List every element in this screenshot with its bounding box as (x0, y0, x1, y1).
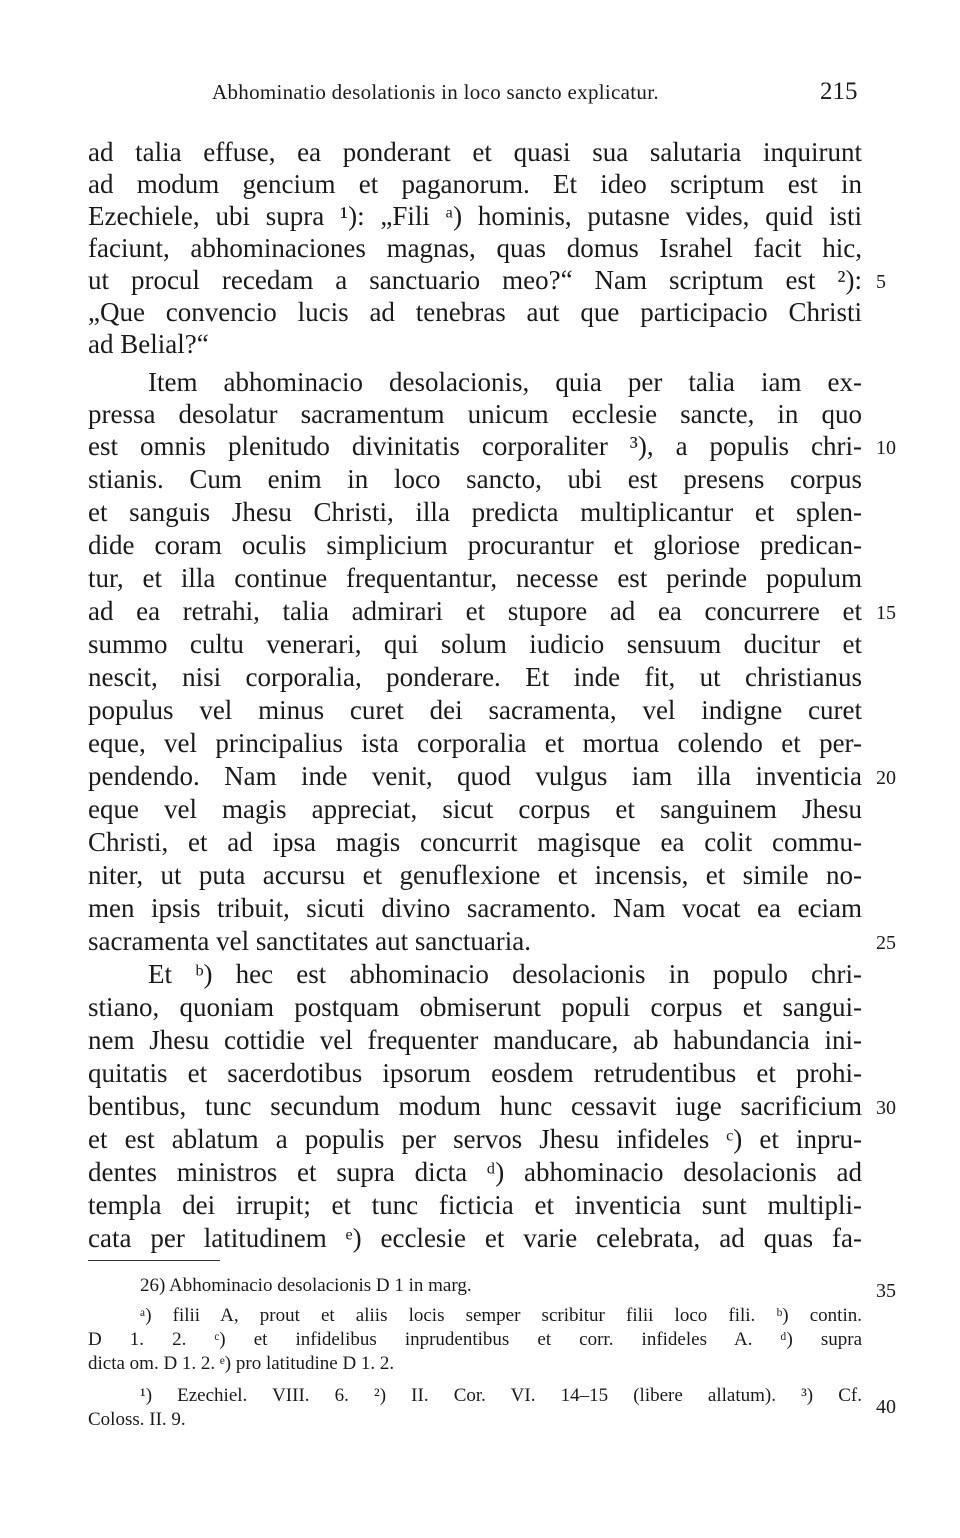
body-line: eque vel magis appreciat, sicut corpus et sanguinem Jhesu (88, 794, 862, 824)
body-line: „Que convencio lucis ad tenebras aut que participacio Christi (88, 297, 862, 327)
body-line: men ipsis tribuit, sicuti divino sacramento. Nam vocat ea eciam (88, 893, 862, 923)
body-line: et sanguis Jhesu Christi, illa predicta multiplicantur et splen- (88, 497, 862, 527)
line-number: 35 (876, 1280, 896, 1302)
body-line: sacramenta vel sanctitates aut sanctuaria. (88, 926, 532, 956)
body-line: quitatis et sacerdotibus ipsorum eosdem retrudentibus et prohi- (88, 1058, 862, 1088)
body-line: tur, et illa continue frequentantur, necesse est perinde populum (88, 563, 862, 593)
body-line: Item abhominacio desolacionis, quia per talia iam ex- (148, 367, 862, 397)
line-number: 15 (876, 602, 896, 624)
footnote-line: 26) Abhominacio desolacionis D 1 in marg. (140, 1275, 472, 1296)
body-line: pendendo. Nam inde venit, quod vulgus iam illa inventicia (88, 761, 862, 791)
body-line: bentibus, tunc secundum modum hunc cessavit iuge sacrificium (88, 1091, 862, 1121)
body-line: est omnis plenitudo divinitatis corporaliter ³), a populis chri- (88, 431, 862, 461)
line-number: 40 (876, 1396, 896, 1418)
body-line: ad talia effuse, ea ponderant et quasi sua salutaria inquirunt (88, 137, 862, 167)
body-line: Christi, et ad ipsa magis concurrit magisque ea colit commu- (88, 827, 862, 857)
body-line: cata per latitudinem ᵉ) ecclesie et varie celebrata, ad quas fa- (88, 1223, 862, 1253)
footnote-rule (88, 1260, 220, 1261)
body-line: Et ᵇ) hec est abhominacio desolacionis in populo chri- (148, 959, 862, 989)
body-line: faciunt, abhominaciones magnas, quas domus Israhel facit hic, (88, 233, 862, 263)
line-number: 25 (876, 932, 896, 954)
body-line: ut procul recedam a sanctuario meo?“ Nam scriptum est ²): (88, 265, 862, 295)
body-line: populus vel minus curet dei sacramenta, vel indigne curet (88, 695, 862, 725)
body-line: stianis. Cum enim in loco sancto, ubi est presens corpus (88, 464, 862, 494)
footnote-line: D 1. 2. ᶜ) et infidelibus inprudentibus et corr. infideles A. ᵈ) supra (88, 1329, 862, 1350)
footnote-line: ᵃ) filii A, prout et aliis locis semper scribitur filii loco fili. ᵇ) contin. (140, 1305, 862, 1326)
body-line: et est ablatum a populis per servos Jhesu infideles ᶜ) et inpru- (88, 1124, 862, 1154)
line-number: 30 (876, 1097, 896, 1119)
body-line: pressa desolatur sacramentum unicum ecclesie sancte, in quo (88, 399, 862, 429)
line-number: 20 (876, 767, 896, 789)
footnote-line: Coloss. II. 9. (88, 1409, 186, 1430)
body-line: nescit, nisi corporalia, ponderare. Et inde fit, ut christianus (88, 662, 862, 692)
body-line: ad Belial?“ (88, 329, 209, 359)
body-line: nem Jhesu cottidie vel frequenter manducare, ab habundancia ini- (88, 1025, 862, 1055)
footnote-line: ¹) Ezechiel. VIII. 6. ²) II. Cor. VI. 14–15 (libere allatum). ³) Cf. (140, 1385, 862, 1406)
body-line: ad modum gencium et paganorum. Et ideo scriptum est in (88, 169, 862, 199)
body-line: summo cultu venerari, qui solum iudicio sensuum ducitur et (88, 629, 862, 659)
body-line: templa dei irrupit; et tunc ficticia et inventicia sunt multipli- (88, 1190, 862, 1220)
line-number: 5 (876, 271, 886, 293)
body-line: stiano, quoniam postquam obmiserunt populi corpus et sangui- (88, 992, 862, 1022)
running-head: Abhominatio desolationis in loco sancto explicatur. (212, 80, 659, 104)
body-line: Ezechiele, ubi supra ¹): „Fili ᵃ) hominis, putasne vides, quid isti (88, 201, 862, 231)
footnote-line: dicta om. D 1. 2. ᵉ) pro latitudine D 1. 2. (88, 1353, 395, 1374)
body-line: ad ea retrahi, talia admirari et stupore ad ea concurrere et (88, 596, 862, 626)
page-number: 215 (820, 78, 858, 105)
body-line: eque, vel principalius ista corporalia et mortua colendo et per- (88, 728, 862, 758)
body-line: dentes ministros et supra dicta ᵈ) abhominacio desolacionis ad (88, 1157, 862, 1187)
body-line: dide coram oculis simplicium procurantur et gloriose predican- (88, 530, 862, 560)
body-line: niter, ut puta accursu et genuflexione et incensis, et simile no- (88, 860, 862, 890)
line-number: 10 (876, 437, 896, 459)
